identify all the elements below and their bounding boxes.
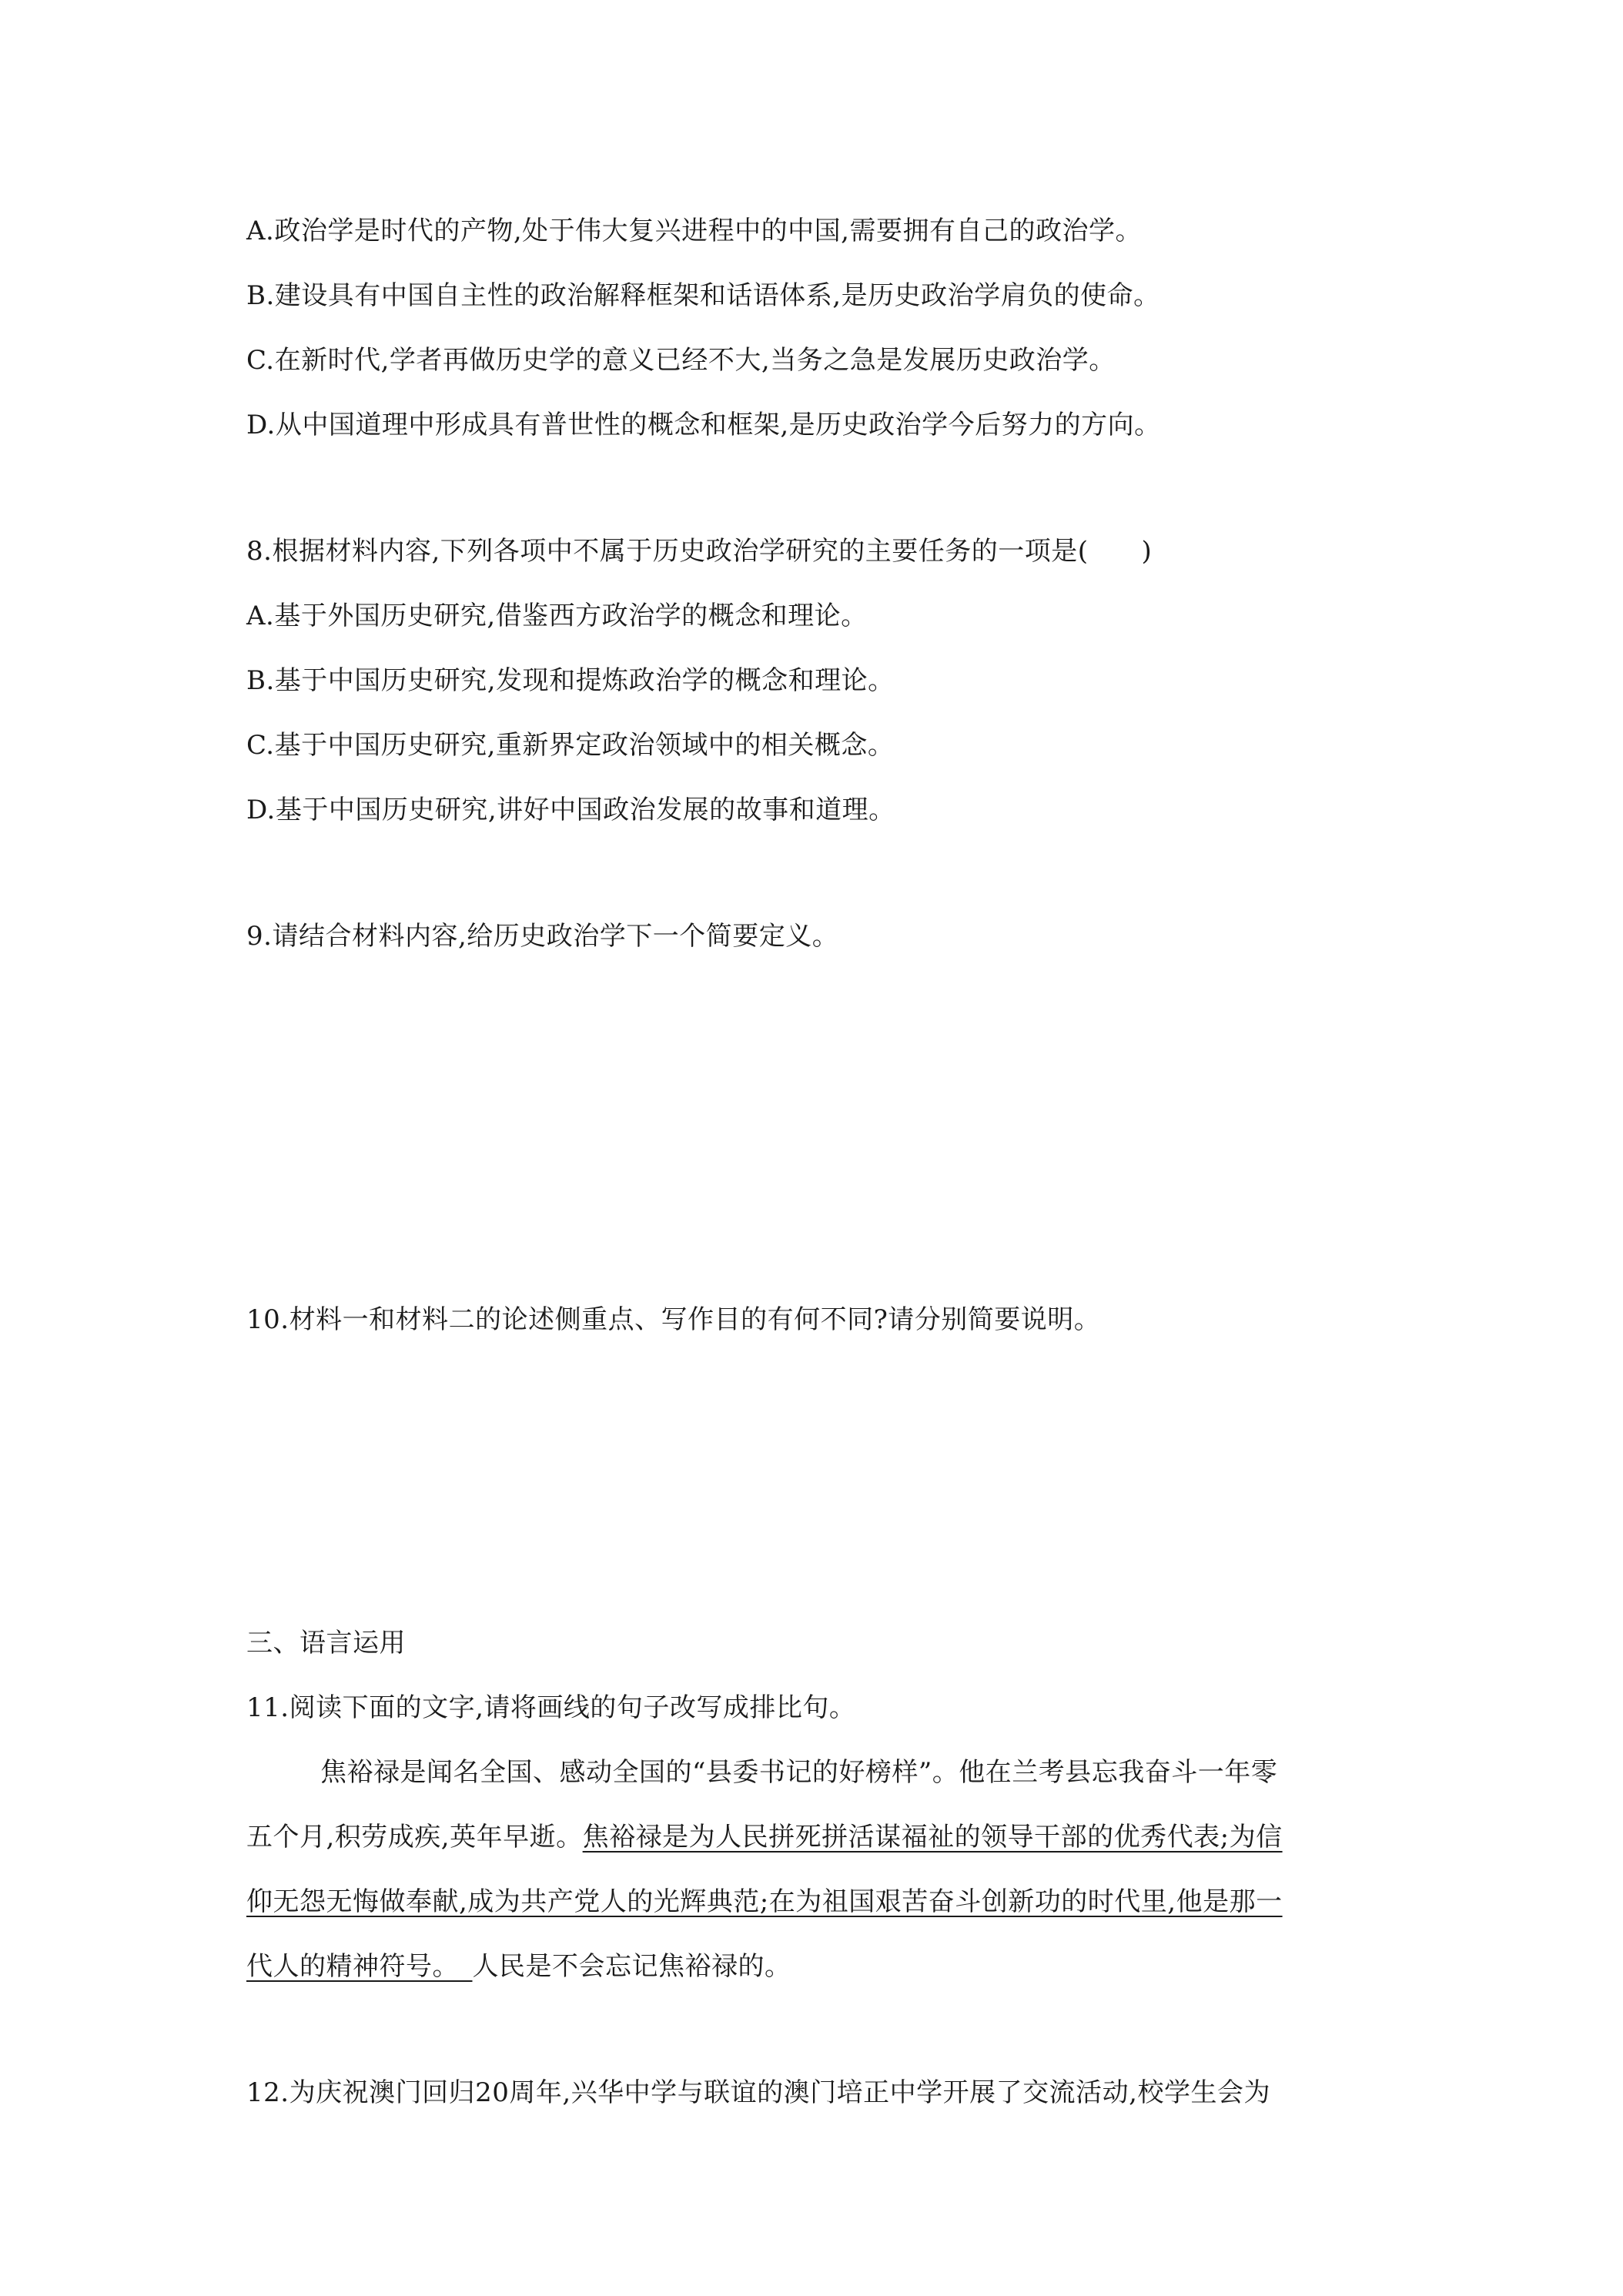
q8-question: 8.根据材料内容,下列各项中不属于历史政治学研究的主要任务的一项是( ) — [246, 536, 1153, 567]
q11-passage-line-2 — [246, 1820, 1283, 1854]
q7-option-d: D.从中国道理中形成具有普世性的概念和框架,是历史政治学今后努力的方向。 — [246, 410, 1161, 440]
q11-passage-line-3 — [246, 1885, 1283, 1919]
underlined-sentence: 仰无怨无悔做奉献,成为共产党人的光辉典范;在为祖国艰苦奋斗创新功的时代里,他是那一 — [246, 1886, 1283, 1917]
q8-option-a: A.基于外国历史研究,借鉴西方政治学的概念和理论。 — [246, 601, 868, 631]
underlined-sentence: 代人的精神符号。 — [246, 1951, 459, 1982]
q8-option-d: D.基于中国历史研究,讲好中国政治发展的故事和道理。 — [246, 795, 895, 825]
q7-option-b: B.建设具有中国自主性的政治解释框架和话语体系,是历史政治学肩负的使命。 — [246, 280, 1160, 311]
q10-question: 10.材料一和材料二的论述侧重点、写作目的有何不同?请分别简要说明。 — [246, 1304, 1101, 1335]
underline-trailing-space — [459, 1951, 473, 1982]
q11-passage-line-4 — [246, 1950, 791, 1983]
section-heading: 三、语言运用 — [246, 1628, 406, 1658]
q7-option-a: A.政治学是时代的产物,处于伟大复兴进程中的中国,需要拥有自己的政治学。 — [246, 216, 1142, 246]
underlined-sentence: 焦裕禄是为人民拼死拼活谋福祉的领导干部的优秀代表;为信 — [582, 1822, 1283, 1853]
q8-option-b: B.基于中国历史研究,发现和提炼政治学的概念和理论。 — [246, 665, 895, 696]
q12-question: 12.为庆祝澳门回归20周年,兴华中学与联谊的澳门培正中学开展了交流活动,校学生会为 — [246, 2077, 1270, 2108]
q11-question: 11.阅读下面的文字,请将画线的句子改写成排比句。 — [246, 1692, 856, 1723]
passage-text: 人民是不会忘记焦裕禄的。 — [472, 1951, 791, 1982]
q8-option-c: C.基于中国历史研究,重新界定政治领域中的相关概念。 — [246, 730, 895, 761]
q9-question: 9.请结合材料内容,给历史政治学下一个简要定义。 — [246, 921, 839, 952]
passage-text: 五个月,积劳成疾,英年早逝。 — [246, 1822, 583, 1853]
q11-passage-line-1: 焦裕禄是闻名全国、感动全国的“县委书记的好榜样”。他在兰考县忘我奋斗一年零 — [320, 1757, 1278, 1788]
q7-option-c: C.在新时代,学者再做历史学的意义已经不大,当务之急是发展历史政治学。 — [246, 345, 1116, 376]
